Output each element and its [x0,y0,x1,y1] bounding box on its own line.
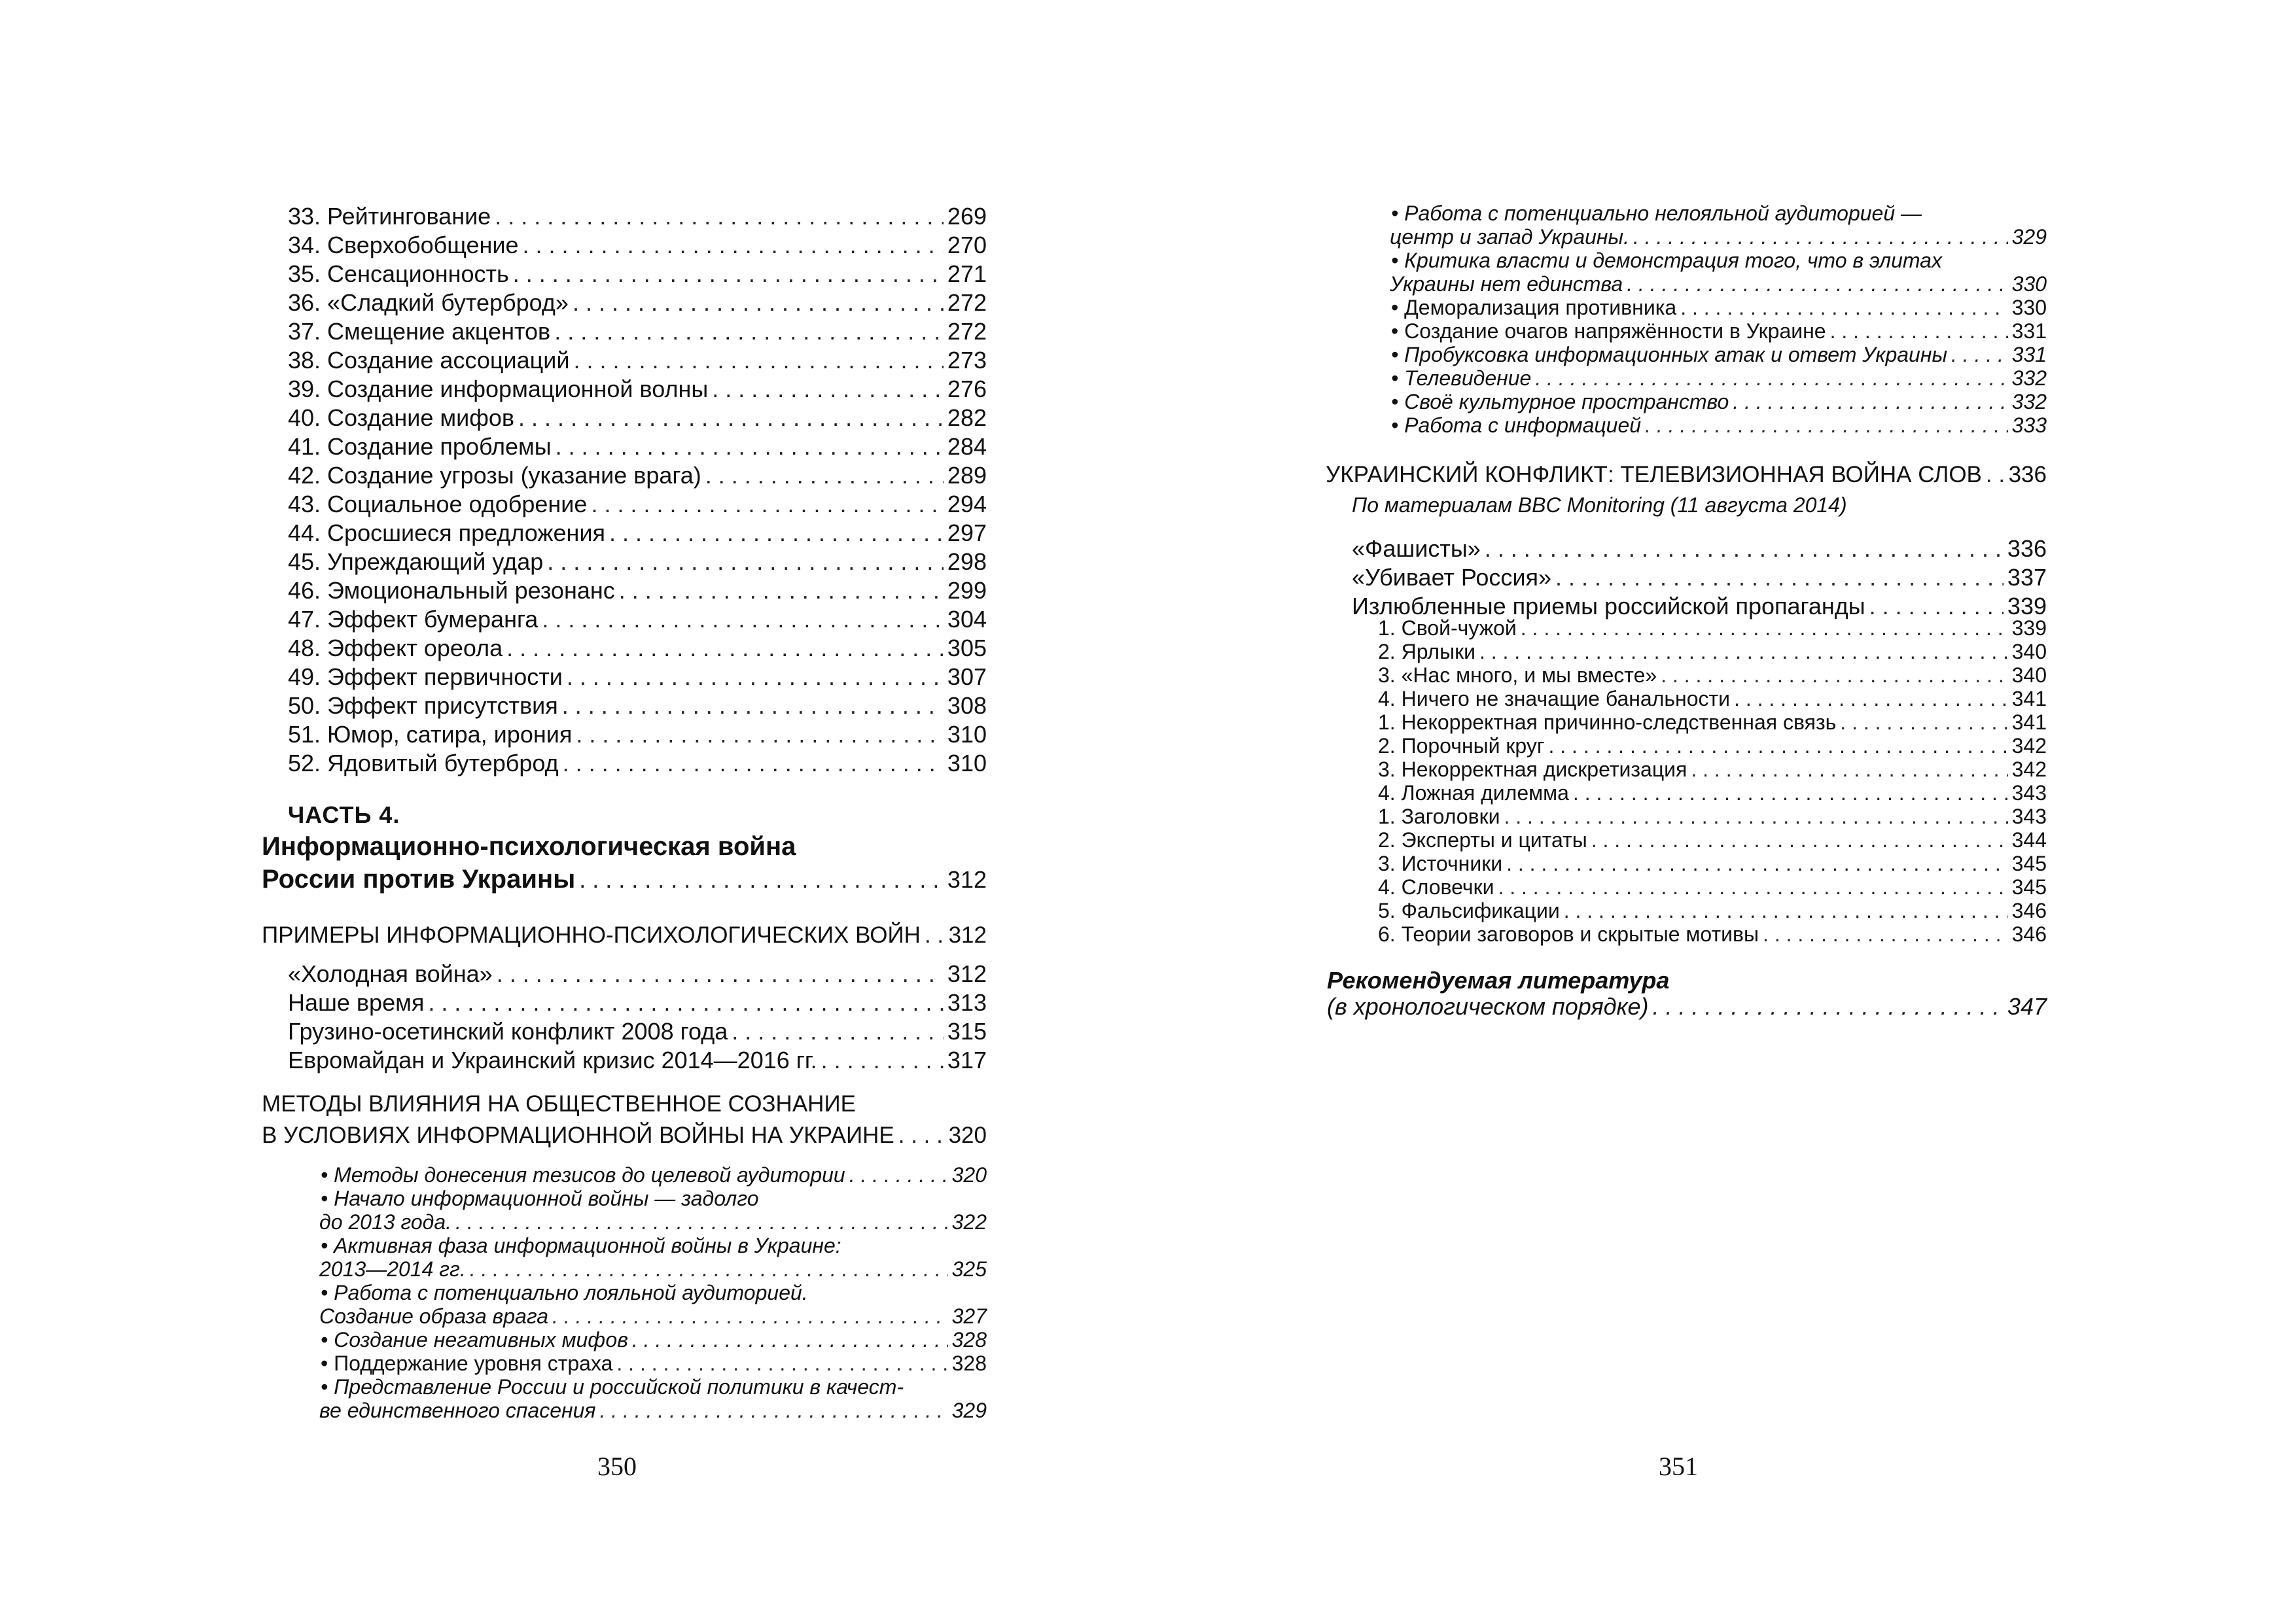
toc-subitem-title: 2. Порочный круг [1378,734,1545,758]
toc-item-page: 273 [947,347,987,374]
toc-leader [898,1123,945,1149]
toc-item-page: 272 [947,289,987,316]
toc-bullet[interactable] [1390,225,2047,249]
toc-item-page: 308 [947,692,987,719]
toc-leader [513,260,944,288]
toc-item-page: 313 [947,989,987,1016]
toc-item-title: 33. Рейтингование [288,203,491,230]
toc-leader [556,433,944,461]
toc-leader [600,1399,948,1423]
toc-leader [518,404,944,432]
toc-item-page: 304 [947,606,987,633]
toc-bullet-title: центр и запад Украины. [1390,225,1629,249]
toc-subitem-page: 339 [2011,616,2047,640]
toc-leader [1504,805,2007,829]
toc-item[interactable] [288,318,987,345]
toc-item-title: 37. Смещение акцентов [288,318,551,345]
toc-bullet-title: • Создание негативных мифов [321,1328,628,1352]
toc-bullet-title: • Своё культурное пространство [1391,390,1729,413]
toc-bullet-page: 331 [2011,319,2047,343]
toc-item[interactable] [288,491,987,518]
toc-item-title: Излюбленные приемы российской пропаганды [1352,593,1865,620]
toc-item[interactable] [288,692,987,720]
toc-subitem-page: 341 [2011,687,2047,710]
toc-item-page: 317 [947,1047,987,1073]
toc-leader [1591,828,2008,852]
toc-leader [1986,462,2005,488]
toc-leader [1763,922,2008,947]
toc-leader [573,347,943,374]
toc-subitem-page: 340 [2011,640,2047,663]
toc-item-page: 315 [947,1018,987,1045]
toc-item-page: 294 [947,491,987,517]
toc-leader [1535,366,2007,391]
toc-bullet-page: 329 [951,1399,987,1422]
part-page: 312 [947,866,987,893]
toc-subitem-page: 345 [2011,875,2047,899]
toc-subitem-page: 346 [2011,899,2047,922]
toc-item-title: «Холодная война» [288,960,493,987]
toc-subitem-page: 345 [2011,852,2047,875]
toc-item-title: 43. Социальное одобрение [288,491,588,517]
toc-bullet-page: 330 [2011,296,2047,319]
part-title-line2[interactable] [262,865,987,894]
toc-bullet[interactable] [1391,366,2047,391]
section-page: 312 [948,922,987,948]
toc-subitem-title: 2. Эксперты и цитаты [1378,828,1587,852]
toc-bullet[interactable] [1391,296,2047,320]
toc-bullet[interactable] [319,1210,987,1234]
toc-item-title: 35. Сенсационность [288,260,509,287]
toc-subitem-page: 340 [2011,663,2047,687]
toc-bullet-page: 320 [951,1163,987,1187]
toc-subitem[interactable] [1378,922,2047,947]
toc-item-title: «Убивает Россия» [1352,564,1551,591]
toc-subitem-page: 346 [2011,922,2047,946]
toc-bullet-title: • Пробуксовка информационных атак и ответ Украины [1391,343,1947,366]
page-number: 350 [597,1452,637,1481]
toc-bullet-title: Украины нет единства [1390,272,1623,296]
toc-leader [619,577,944,604]
toc-leader [552,1304,948,1329]
section-subtitle: По материалам BBC Monitoring (11 августа 2014) [1352,493,1847,517]
toc-subitem-page: 343 [2011,805,2047,828]
toc-subitem-title: 1. Свой-чужой [1378,616,1517,640]
toc-leader [523,232,944,259]
toc-leader [1633,225,2008,249]
toc-bullet[interactable] [1391,343,2047,367]
toc-item[interactable] [288,462,987,489]
toc-subitem[interactable] [1378,781,2047,805]
toc-leader [849,1163,948,1187]
toc-subitem[interactable] [1378,710,2047,735]
toc-leader [609,519,944,547]
toc-item-title: 38. Создание ассоциаций [288,347,570,374]
toc-subitem[interactable] [1378,616,2047,640]
toc-subitem[interactable] [1378,758,2047,782]
toc-leader [1479,640,2008,664]
toc-subitem[interactable] [1378,640,2047,664]
toc-bullet-page: 322 [951,1210,987,1234]
part-title-text: России против Украины [262,865,576,894]
toc-bullet-title: • Методы донесения тезисов до целевой аудитории [321,1163,845,1187]
toc-item-title: 51. Юмор, сатира, ирония [288,721,573,748]
toc-subitem-title: 6. Теории заговоров и скрытые мотивы [1378,922,1759,946]
toc-bullet-page: 332 [2011,390,2047,413]
toc-item-page: 310 [947,750,987,777]
toc-item[interactable] [288,577,987,604]
part-label: ЧАСТЬ 4. [288,801,400,828]
recommended-entry[interactable] [1327,993,2047,1021]
toc-leader [732,1018,944,1045]
toc-leader [1830,319,2008,343]
toc-item[interactable] [288,347,987,374]
section-page: 336 [2008,462,2047,487]
toc-subitem-title: 3. «Нас много, и мы вместе» [1378,663,1657,687]
toc-leader [573,289,944,317]
section-heading[interactable] [262,1123,987,1149]
toc-item[interactable] [288,433,987,461]
toc-item-title: 47. Эффект бумеранга [288,606,539,633]
toc-subitem-page: 343 [2011,781,2047,805]
toc-bullet-page: 328 [951,1328,987,1352]
toc-leader [1555,564,2004,591]
toc-item-page: 272 [947,318,987,345]
toc-leader [1521,616,2008,640]
toc-leader [455,1210,948,1234]
toc-item-title: Наше время [288,989,425,1016]
toc-leader [1645,413,2008,438]
toc-leader [1734,687,2008,711]
toc-item[interactable] [288,203,987,230]
toc-leader [1680,296,2007,320]
toc-item-title: 46. Эмоциональный резонанс [288,577,615,604]
toc-item-page: 269 [947,203,987,230]
toc-leader [616,1352,947,1376]
toc-subitem-title: 2. Ярлыки [1378,640,1475,663]
toc-subitem[interactable] [1378,805,2047,829]
toc-leader [1573,781,2008,805]
toc-leader [563,750,944,777]
toc-item[interactable] [288,663,987,691]
toc-leader [554,318,944,345]
toc-subitem-title: 4. Ничего не значащие банальности [1378,687,1731,710]
toc-bullet[interactable] [319,1399,987,1423]
toc-item-page: 336 [2007,535,2047,562]
toc-subitem-title: 1. Заголовки [1378,805,1500,828]
toc-subitem-page: 341 [2011,710,2047,734]
toc-item[interactable] [288,1047,987,1074]
toc-leader [576,721,944,748]
toc-item[interactable] [288,635,987,662]
toc-bullet-page: 333 [2011,413,2047,437]
toc-subitem[interactable] [1378,875,2047,899]
toc-bullet-page: 327 [951,1304,987,1328]
toc-item-title: Грузино-осетинский конфликт 2008 года [288,1018,728,1045]
toc-item-page: 284 [947,433,987,460]
toc-leader [470,1257,948,1282]
toc-bullet[interactable] [321,1163,987,1187]
toc-item-title: 52. Ядовитый бутерброд [288,750,559,777]
toc-bullet[interactable] [1390,272,2047,296]
toc-bullet-title: ве единственного спасения [319,1399,596,1422]
part-title-line1: Информационно-психологическая война [262,832,796,861]
toc-bullet-title: 2013—2014 гг. [319,1257,466,1281]
toc-leader [1951,343,2008,367]
toc-subitem-title: 5. Фальсификации [1378,899,1560,922]
toc-bullet[interactable] [1391,319,2047,343]
toc-item-title: «Фашисты» [1352,535,1481,562]
recommended-title: Рекомендуемая литература [1327,967,1670,994]
toc-bullet-line: • Работа с потенциально лояльной аудиторией. [321,1281,808,1304]
toc-item[interactable] [288,404,987,432]
toc-subitem[interactable] [1378,828,2047,852]
recommended-subtitle: (в хронологическом порядке) [1327,993,1649,1020]
toc-item-title: Евромайдан и Украинский кризис 2014—2016 гг. [288,1047,817,1073]
toc-item-title: 40. Создание мифов [288,404,515,431]
toc-item-page: 310 [947,721,987,748]
toc-item-page: 337 [2007,564,2047,591]
toc-leader [495,203,944,230]
toc-item-page: 297 [947,519,987,546]
toc-bullet[interactable] [1391,390,2047,414]
section-title-line1: МЕТОДЫ ВЛИЯНИЯ НА ОБЩЕСТВЕННОЕ СОЗНАНИЕ [262,1091,856,1117]
toc-subitem-page: 344 [2011,828,2047,852]
toc-leader [506,635,944,662]
toc-item[interactable] [1352,535,2047,563]
toc-leader [547,548,944,576]
toc-bullet-title: • Телевидение [1391,366,1532,390]
toc-leader [579,866,944,894]
toc-item[interactable] [288,232,987,259]
toc-item-title: 39. Создание информационной волны [288,375,709,402]
toc-item[interactable] [288,289,987,317]
toc-leader [1485,535,2004,563]
toc-bullet-page: 328 [951,1352,987,1375]
toc-bullet[interactable] [1391,413,2047,438]
toc-item-title: 42. Создание угрозы (указание врага) [288,462,701,489]
toc-leader [1691,758,2007,782]
toc-item-title: 49. Эффект первичности [288,663,563,690]
toc-leader [497,960,944,988]
toc-subitem[interactable] [1378,852,2047,876]
toc-leader [1548,734,2007,758]
toc-bullet-page: 332 [2011,366,2047,390]
toc-leader [428,989,944,1017]
toc-leader [591,491,943,518]
toc-item[interactable] [288,375,987,403]
toc-bullet-title: • Поддержание уровня страха [321,1352,613,1375]
toc-subitem-title: 3. Некорректная дискретизация [1378,758,1687,781]
recommended-page: 347 [2007,993,2047,1020]
toc-leader [542,606,944,633]
page-number: 351 [1659,1452,1698,1481]
toc-bullet-line: • Работа с потенциально нелояльной аудиторией — [1391,201,1922,225]
toc-item-page: 299 [947,577,987,604]
toc-leader [1506,852,2008,876]
section-title: В УСЛОВИЯХ ИНФОРМАЦИОННОЙ ВОЙНЫ НА УКРАИНЕ [262,1123,894,1148]
toc-item-title: 34. Сверхобобщение [288,232,519,258]
toc-item-page: 282 [947,404,987,431]
toc-bullet-title: • Деморализация противника [1391,296,1677,319]
toc-subitem-title: 4. Ложная дилемма [1378,781,1569,805]
section-title: ПРИМЕРЫ ИНФОРМАЦИОННО-ПСИХОЛОГИЧЕСКИХ ВОЙН [262,922,921,948]
toc-item-title: 48. Эффект ореола [288,635,503,661]
toc-bullet-title: • Работа с информацией [1391,413,1642,437]
toc-leader [1653,993,2004,1021]
toc-subitem-title: 3. Источники [1378,852,1503,875]
toc-item-page: 298 [947,548,987,575]
toc-bullet-line: • Представление России и российской политики в качест- [321,1375,904,1399]
toc-item-title: 50. Эффект присутствия [288,692,558,719]
toc-item[interactable] [288,960,987,988]
toc-item[interactable] [288,519,987,547]
toc-item-page: 270 [947,232,987,258]
toc-item-page: 305 [947,635,987,661]
toc-item[interactable] [288,1018,987,1045]
toc-item-title: 44. Сросшиеся предложения [288,519,605,546]
toc-item-title: 45. Упреждающий удар [288,548,544,575]
toc-subitem[interactable] [1378,734,2047,758]
toc-bullet-line: • Критика власти и демонстрация того, что в элитах [1391,249,1942,272]
toc-leader [1733,390,2007,414]
section-heading[interactable] [262,922,987,949]
toc-leader [1627,272,2007,296]
toc-item-page: 339 [2007,593,2047,620]
toc-item-page: 307 [947,663,987,690]
toc-bullet[interactable] [321,1352,987,1376]
toc-bullet-line: • Начало информационной войны — задолго [321,1187,759,1210]
toc-leader [1661,663,2007,688]
toc-item[interactable] [288,750,987,777]
toc-bullet-page: 331 [2011,343,2047,366]
toc-bullet-page: 325 [951,1257,987,1281]
toc-subitem-page: 342 [2011,734,2047,758]
toc-subitem[interactable] [1378,687,2047,711]
toc-leader [1564,899,2008,923]
toc-bullet-line: • Активная фаза информационной войны в Украине: [321,1234,841,1257]
toc-leader [567,663,944,691]
toc-item-page: 271 [947,260,987,287]
toc-item-page: 312 [947,960,987,987]
toc-item[interactable] [288,548,987,576]
section-heading[interactable] [1326,462,2047,488]
toc-leader [1840,710,2007,735]
right-page [1148,0,2296,1623]
toc-subitem-title: 4. Словечки [1378,875,1494,899]
toc-item-page: 276 [947,375,987,402]
toc-bullet[interactable] [319,1257,987,1282]
toc-bullet[interactable] [319,1304,987,1329]
toc-leader [632,1328,948,1352]
toc-item[interactable] [288,989,987,1017]
toc-bullet-title: • Создание очагов напряжённости в Украине [1391,319,1826,343]
toc-leader [562,692,944,720]
toc-bullet-title: до 2013 года. [319,1210,452,1234]
toc-subitem-title: 1. Некорректная причинно-следственная связь [1378,710,1837,734]
toc-item[interactable] [288,606,987,633]
toc-bullet-page: 329 [2011,225,2047,249]
toc-item[interactable] [288,260,987,288]
toc-item-title: 41. Создание проблемы [288,433,552,460]
section-page: 320 [948,1123,987,1148]
toc-bullet-page: 330 [2011,272,2047,296]
toc-leader [712,375,944,403]
toc-leader [1498,875,2007,899]
toc-subitem[interactable] [1378,663,2047,688]
toc-bullet-title: Создание образа врага [319,1304,549,1328]
toc-leader [925,922,945,949]
toc-item-title: 36. «Сладкий бутерброд» [288,289,569,316]
toc-leader [705,462,944,489]
toc-subitem[interactable] [1378,899,2047,923]
toc-leader [821,1047,944,1074]
toc-subitem-page: 342 [2011,758,2047,781]
toc-bullet[interactable] [321,1328,987,1352]
section-title: УКРАИНСКИЙ КОНФЛИКТ: ТЕЛЕВИЗИОННАЯ ВОЙНА СЛОВ [1326,462,1982,487]
toc-item[interactable] [288,721,987,748]
toc-item-page: 289 [947,462,987,489]
toc-item[interactable] [1352,564,2047,591]
